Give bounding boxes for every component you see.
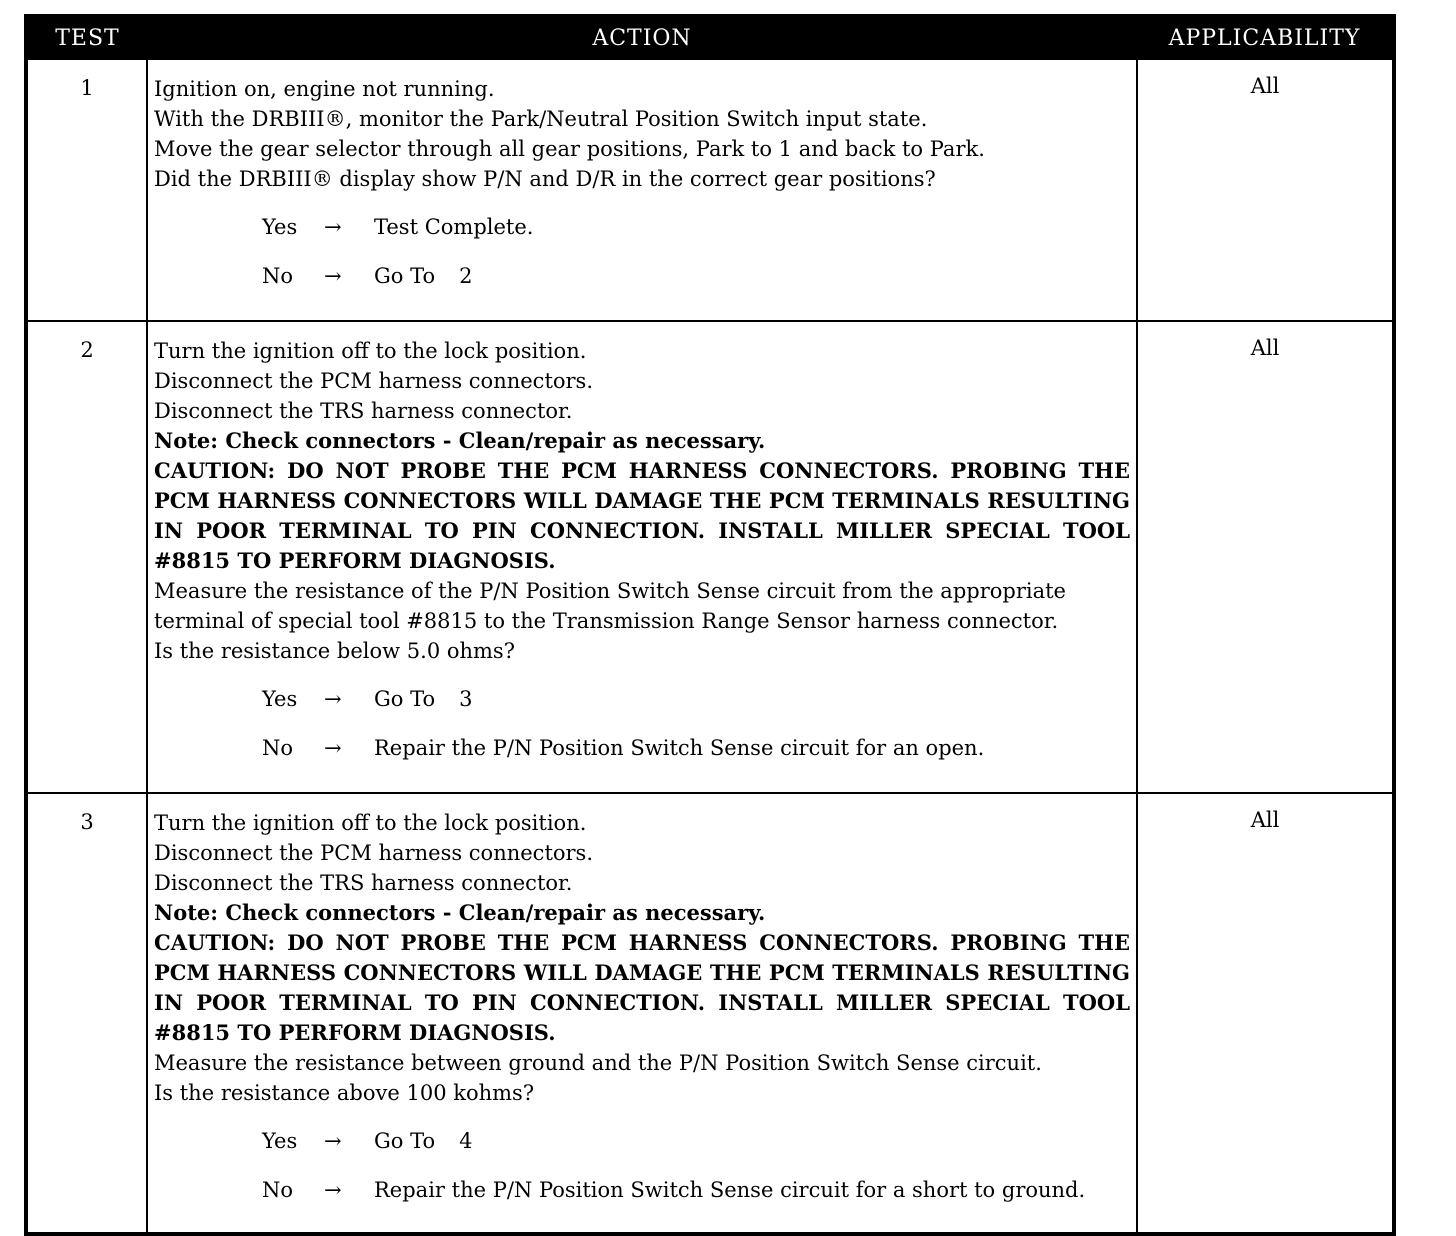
column-header-action: ACTION <box>147 16 1137 59</box>
yes-response <box>154 194 1130 243</box>
arrow-icon: → <box>324 1178 342 1202</box>
goto-label: Go To <box>374 687 436 711</box>
goto-label: Go To <box>374 1129 436 1153</box>
arrow-icon: → <box>324 736 342 760</box>
caution-text: CAUTION: DO NOT PROBE THE PCM HARNESS CONNECTORS. PROBING THE PCM HARNESS CONNECTORS WILL DAMAGE THE PCM TERMINALS RESULTING IN POOR TERMINAL TO PIN CONNECTION. INSTALL MILLER SPECIAL TOOL #8815 TO PERFORM DIAGNOSIS. <box>154 458 1130 573</box>
column-header-applicability: APPLICABILITY <box>1137 16 1394 59</box>
diagnostic-table-wrapper <box>24 14 1392 1236</box>
yes-result <box>374 684 473 714</box>
test-number: 1 <box>26 59 147 321</box>
no-result: Repair the P/N Position Switch Sense circuit for an open. <box>374 736 985 760</box>
arrow-icon: → <box>324 1129 342 1153</box>
yes-response <box>154 666 1130 715</box>
action-step: Disconnect the TRS harness connector. <box>154 871 573 895</box>
arrow-icon: → <box>324 264 342 288</box>
action-question: Is the resistance above 100 kohms? <box>154 1081 535 1105</box>
applicability-value: All <box>1137 59 1394 321</box>
no-result: Repair the P/N Position Switch Sense circuit for a short to ground. <box>374 1178 1086 1202</box>
action-step: Disconnect the TRS harness connector. <box>154 399 573 423</box>
table-row-test-1 <box>26 59 1394 321</box>
action-step: Ignition on, engine not running. <box>154 77 495 101</box>
test-number: 3 <box>26 793 147 1234</box>
measure-step: Measure the resistance of the P/N Position Switch Sense circuit from the appropriate <box>154 579 1066 603</box>
no-response <box>154 715 1130 764</box>
goto-test-link[interactable]: 4 <box>459 1129 473 1153</box>
no-response <box>154 243 1130 292</box>
action-step: Move the gear selector through all gear positions, Park to 1 and back to Park. <box>154 137 985 161</box>
test-number: 2 <box>26 321 147 793</box>
note-text: Note: Check connectors - Clean/repair as necessary. <box>154 428 766 453</box>
yes-response <box>154 1108 1130 1157</box>
note-text: Note: Check connectors - Clean/repair as necessary. <box>154 900 766 925</box>
no-label: No <box>262 264 294 288</box>
yes-result: Test Complete. <box>374 215 534 239</box>
action-step: Turn the ignition off to the lock position. <box>154 811 587 835</box>
action-question: Did the DRBIII® display show P/N and D/R in the correct gear positions? <box>154 167 936 191</box>
table-header-row <box>26 16 1394 59</box>
goto-test-link[interactable]: 2 <box>459 264 473 288</box>
no-response <box>154 1157 1130 1206</box>
yes-label: Yes <box>262 1129 298 1153</box>
table-row-test-2 <box>26 321 1394 793</box>
action-cell <box>147 793 1137 1234</box>
goto-test-link[interactable]: 3 <box>459 687 473 711</box>
action-cell <box>147 321 1137 793</box>
measure-step: terminal of special tool #8815 to the Transmission Range Sensor harness connector. <box>154 609 1059 633</box>
action-step: Disconnect the PCM harness connectors. <box>154 841 594 865</box>
diagnostic-test-table <box>24 14 1396 1236</box>
yes-label: Yes <box>262 687 298 711</box>
arrow-icon: → <box>324 215 342 239</box>
arrow-icon: → <box>324 687 342 711</box>
applicability-value: All <box>1137 793 1394 1234</box>
no-result <box>374 261 473 291</box>
measure-step: Measure the resistance between ground and the P/N Position Switch Sense circuit. <box>154 1051 1042 1075</box>
no-label: No <box>262 736 294 760</box>
yes-label: Yes <box>262 215 298 239</box>
caution-text: CAUTION: DO NOT PROBE THE PCM HARNESS CONNECTORS. PROBING THE PCM HARNESS CONNECTORS WILL DAMAGE THE PCM TERMINALS RESULTING IN POOR TERMINAL TO PIN CONNECTION. INSTALL MILLER SPECIAL TOOL #8815 TO PERFORM DIAGNOSIS. <box>154 930 1130 1045</box>
yes-result <box>374 1126 473 1156</box>
goto-label: Go To <box>374 264 436 288</box>
action-question: Is the resistance below 5.0 ohms? <box>154 639 515 663</box>
column-header-test: TEST <box>26 16 147 59</box>
table-row-test-3 <box>26 793 1394 1234</box>
action-step: Turn the ignition off to the lock position. <box>154 339 587 363</box>
action-step: Disconnect the PCM harness connectors. <box>154 369 594 393</box>
no-label: No <box>262 1178 294 1202</box>
action-cell <box>147 59 1137 321</box>
applicability-value: All <box>1137 321 1394 793</box>
action-step: With the DRBIII®, monitor the Park/Neutral Position Switch input state. <box>154 107 928 131</box>
